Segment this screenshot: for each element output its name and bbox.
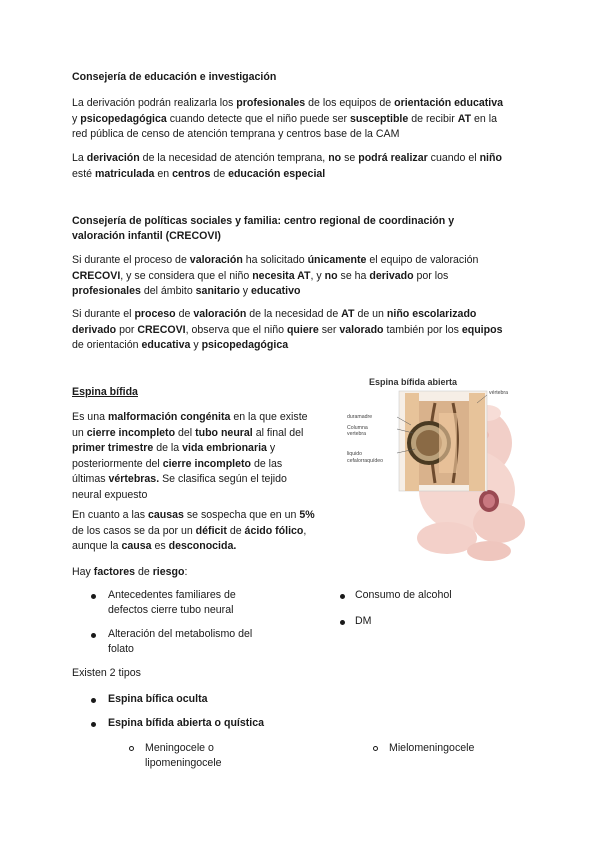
bold-text: psicopedagógica bbox=[80, 112, 167, 125]
bold-text: profesionales bbox=[72, 285, 141, 297]
baby-spine-icon bbox=[339, 373, 529, 565]
bold-text: únicamente bbox=[307, 254, 367, 266]
bold-text: niño escolarizado bbox=[386, 308, 477, 320]
risk-item-metabolismo-line2: folato bbox=[108, 643, 134, 655]
section-title-espina-bifida: Espina bífida bbox=[72, 386, 138, 398]
bold-text: valoración bbox=[193, 308, 247, 320]
bold-text: causas bbox=[147, 509, 184, 521]
bold-text: no bbox=[324, 269, 338, 282]
bold-text: AT bbox=[457, 112, 472, 125]
bold-text: factores bbox=[93, 566, 136, 578]
risk-item-antecedentes-line1: Antecedentes familiares de bbox=[108, 589, 236, 601]
bold-text: primer trimestre bbox=[72, 442, 154, 454]
bold-text: orientación educativa bbox=[394, 97, 504, 109]
risk-item-metabolismo-line1: Alteración del metabolismo del bbox=[108, 628, 253, 640]
bold-text: centros bbox=[172, 167, 211, 180]
bold-text: no bbox=[328, 152, 342, 164]
subtype-meningocele-line1: Meningocele o bbox=[145, 742, 214, 754]
bold-text: CRECOVI bbox=[72, 269, 121, 282]
bold-text: proceso bbox=[134, 308, 176, 320]
subtype-meningocele-line2: lipomeningocele bbox=[145, 757, 222, 769]
label-columna-2: vertebra bbox=[347, 431, 367, 437]
label-vertebra: vértebra bbox=[489, 390, 509, 396]
paragraph-crecovi-escolarizado: Si durante el proceso de valoración de la necesidad de AT de un niño escolarizado derivado por CRECOVI, observa que el niño quiere ser valorado también por los equipos de orientación educativa y psicopedagógica bbox=[72, 308, 503, 351]
bold-text: malformación congénita bbox=[107, 411, 231, 423]
bold-text: desconocida. bbox=[168, 540, 237, 552]
bold-text: susceptible bbox=[349, 112, 409, 125]
bold-text: educativo bbox=[251, 285, 301, 297]
bold-text: niño bbox=[479, 152, 502, 164]
risk-factors-intro: Hay factores de riesgo: bbox=[72, 566, 188, 578]
bold-text: equipos bbox=[461, 323, 503, 336]
risk-item-antecedentes-line2: defectos cierre tubo neural bbox=[108, 604, 234, 616]
bullet-dot bbox=[340, 594, 345, 599]
risk-item-alcohol: Consumo de alcohol bbox=[355, 589, 452, 601]
bullet-dot bbox=[91, 594, 96, 599]
section-title-politicas-line2: valoración infantil (CRECOVI) bbox=[72, 230, 221, 242]
label-duramadre: duramadre bbox=[347, 414, 373, 420]
bold-text: cierre incompleto bbox=[86, 426, 176, 439]
bold-text: sanitario bbox=[195, 285, 240, 297]
bold-text: tubo neural bbox=[195, 426, 253, 439]
section-title-educacion: Consejería de educación e investigación bbox=[72, 71, 277, 83]
bold-text: CRECOVI bbox=[137, 323, 186, 336]
bullet-circle bbox=[373, 746, 378, 751]
section-title-politicas-line1: Consejería de políticas sociales y familia: centro regional de coordinación y bbox=[72, 215, 455, 227]
bold-text: valorado bbox=[339, 323, 384, 336]
bold-text: quiere bbox=[286, 323, 319, 336]
bold-text: ácido fólico bbox=[244, 524, 304, 537]
bold-text: derivado bbox=[72, 323, 117, 336]
bold-text: educación especial bbox=[228, 167, 326, 180]
bold-text: derivación bbox=[86, 152, 140, 164]
paragraph-malformacion: Es una malformación congénita en la que existe un cierre incompleto del tubo neural al final del primer trimestre de la vida embrionaria y posteriormente del cierre incompleto de las últimas vértebras. Se clasifica según el tejido neural expuesto bbox=[72, 411, 308, 501]
paragraph-derivacion: La derivación podrán realizarla los profesionales de los equipos de orientación educativa y psicopedagógica cuando detecte que el niño puede ser susceptible de recibir AT en la red pública de censo de atención temprana y centros base de la CAM bbox=[72, 97, 504, 140]
bold-text: valoración bbox=[189, 254, 243, 266]
paragraph-causas: En cuanto a las causas se sospecha que en un 5% de los casos se da por un déficit de ácido fólico, aunque la causa es desconocida. bbox=[72, 509, 315, 552]
bullet-dot bbox=[91, 722, 96, 727]
label-liquido-1: liquido bbox=[347, 451, 362, 457]
type-oculta: Espina bífica oculta bbox=[108, 693, 208, 705]
bold-text: 5% bbox=[299, 509, 315, 521]
bold-text: vértebras. bbox=[108, 473, 160, 485]
subtype-mielomeningocele: Mielomeningocele bbox=[389, 742, 475, 754]
type-abierta: Espina bífida abierta o quística bbox=[108, 717, 264, 729]
bold-text: vida embrionaria bbox=[182, 442, 267, 454]
bullet-dot bbox=[91, 698, 96, 703]
label-columna-1: Columna bbox=[347, 425, 368, 431]
bold-text: derivado bbox=[369, 269, 414, 282]
bold-text: causa bbox=[121, 540, 152, 552]
bold-text: necesita AT bbox=[252, 269, 311, 282]
bold-text: educativa bbox=[141, 339, 191, 351]
paragraph-no-derivacion: La derivación de la necesidad de atención temprana, no se podrá realizar cuando el niño esté matriculada en centros de educación especial bbox=[72, 152, 502, 180]
spina-bifida-illustration bbox=[339, 373, 529, 565]
bold-text: podrá realizar bbox=[358, 152, 428, 164]
bold-text: AT bbox=[341, 308, 355, 320]
paragraph-crecovi-valoracion: Si durante el proceso de valoración ha solicitado únicamente el equipo de valoración CRECOVI, y se considera que el niño necesita AT, y no se ha derivado por los profesionales del ámbito sanitario y educativo bbox=[72, 254, 479, 297]
bold-text: psicopedagógica bbox=[201, 339, 289, 351]
label-liquido-2: cefalorraquídeo bbox=[347, 458, 384, 464]
bold-text: déficit bbox=[195, 524, 227, 537]
bullet-dot bbox=[91, 633, 96, 638]
bullet-dot bbox=[340, 620, 345, 625]
figure-title: Espina bífida abierta bbox=[369, 377, 458, 387]
bullet-circle bbox=[129, 746, 134, 751]
bold-text: cierre incompleto bbox=[162, 457, 251, 470]
bold-text: profesionales bbox=[236, 97, 306, 109]
bold-text: matriculada bbox=[94, 167, 155, 180]
bold-text: riesgo bbox=[152, 566, 185, 578]
risk-item-dm: DM bbox=[355, 615, 372, 627]
types-intro: Existen 2 tipos bbox=[72, 667, 141, 679]
